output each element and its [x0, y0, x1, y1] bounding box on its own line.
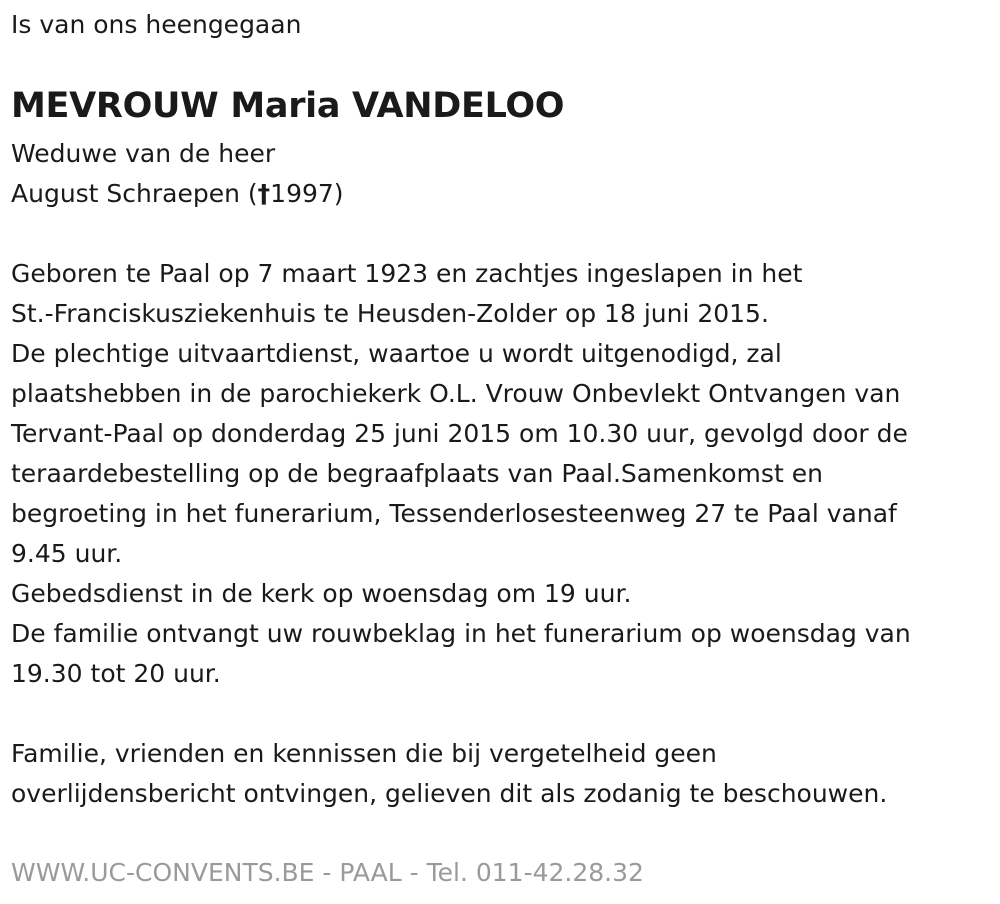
body-line: De familie ontvangt uw rouwbeklag in het funerarium op woensdag van [11, 619, 911, 648]
notice-body [11, 254, 911, 694]
body-line: begroeting in het funerarium, Tessenderlosesteenweg 27 te Paal vanaf [11, 499, 897, 528]
spouse-line-1: Weduwe van de heer [11, 139, 276, 168]
spouse-name: August Schraepen ( [11, 179, 258, 208]
deceased-name: MEVROUW Maria VANDELOO [11, 86, 565, 126]
spouse-info [11, 134, 344, 214]
spouse-death-year: 1997) [270, 179, 344, 208]
body-line: teraardebestelling op de begraafplaats van Paal.Samenkomst en [11, 459, 823, 488]
body-line: Geboren te Paal op 7 maart 1923 en zachtjes ingeslapen in het [11, 259, 803, 288]
body-line: Gebedsdienst in de kerk op woensdag om 19 uur. [11, 579, 632, 608]
spouse-line-2 [11, 174, 344, 214]
intro-line: Is van ons heengegaan [11, 10, 302, 39]
body-line: St.-Franciskusziekenhuis te Heusden-Zolder op 18 juni 2015. [11, 299, 769, 328]
funeral-home-footer: WWW.UC-CONVENTS.BE - PAAL - Tel. 011-42.28.32 [11, 858, 644, 887]
closing-note [11, 734, 887, 814]
body-line: 19.30 tot 20 uur. [11, 659, 221, 688]
closing-line: Familie, vrienden en kennissen die bij vergetelheid geen [11, 739, 717, 768]
cross-icon: † [257, 179, 271, 208]
closing-line: overlijdensbericht ontvingen, gelieven dit als zodanig te beschouwen. [11, 779, 888, 808]
body-line: 9.45 uur. [11, 539, 123, 568]
body-line: Tervant-Paal op donderdag 25 juni 2015 om 10.30 uur, gevolgd door de [11, 419, 908, 448]
body-line: plaatshebben in de parochiekerk O.L. Vrouw Onbevlekt Ontvangen van [11, 379, 901, 408]
body-line: De plechtige uitvaartdienst, waartoe u wordt uitgenodigd, zal [11, 339, 782, 368]
